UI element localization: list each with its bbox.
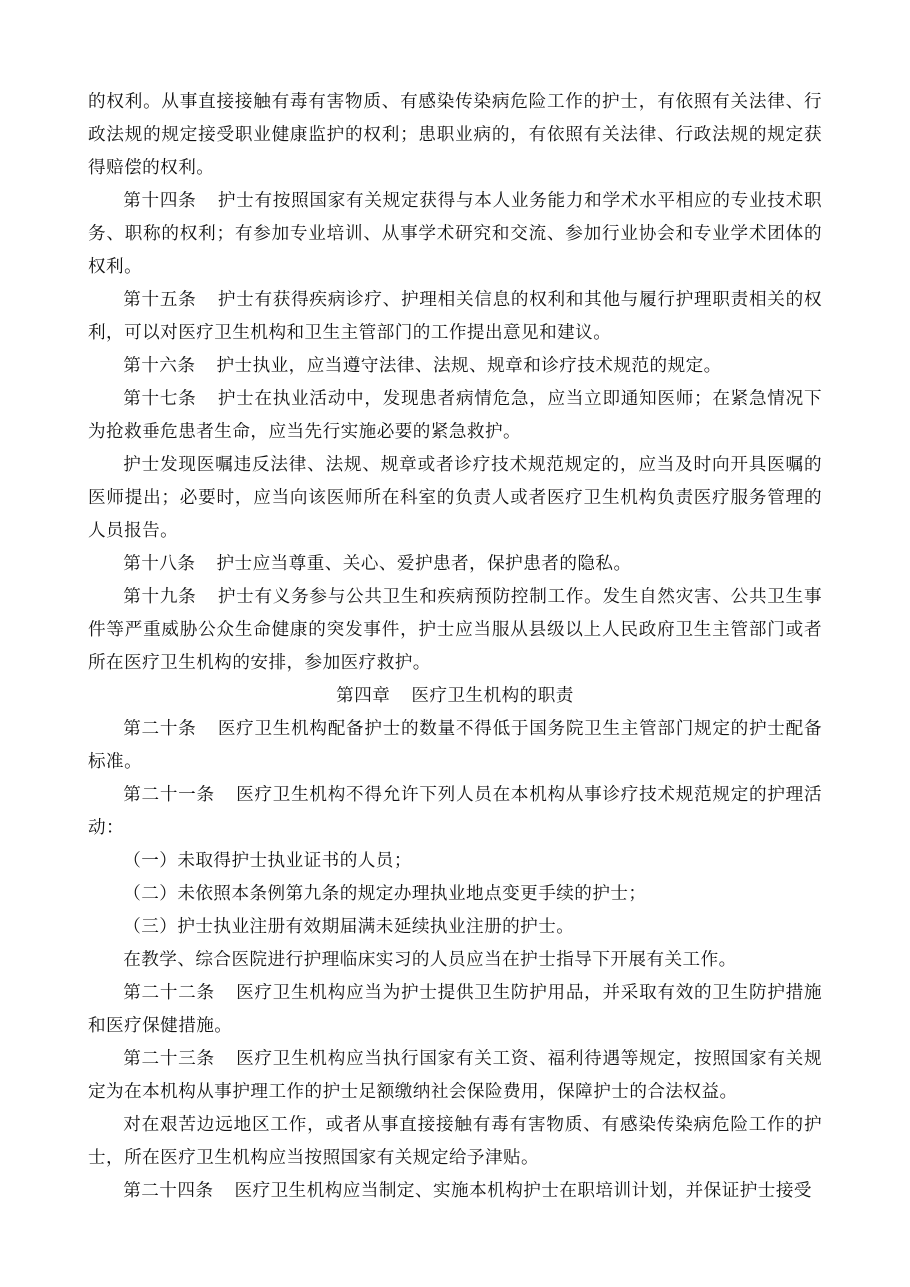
article-21: [88, 779, 822, 845]
article-number: 第十六条: [123, 356, 196, 376]
article-text: 护士执业，应当遵守法律、法规、规章和诊疗技术规范的规定。: [216, 356, 722, 376]
list-item-2: （二）未依照本条例第九条的规定办理执业地点变更手续的护士；: [123, 884, 647, 904]
article-21-paragraph-2: 在教学、综合医院进行护理临床实习的人员应当在护士指导下开展有关工作。: [123, 950, 737, 970]
article-text: 医疗卫生机构不得允许下列人员在本机构从事诊疗技术规范规定的护理活动：: [88, 785, 822, 838]
article-18: [88, 548, 822, 581]
article-number: 第十五条: [123, 290, 197, 310]
list-item-3: （三）护士执业注册有效期届满未延续执业注册的护士。: [123, 917, 575, 937]
article-number: 第二十条: [123, 719, 197, 739]
chapter-heading: [88, 680, 822, 713]
article-text: 护士有义务参与公共卫生和疾病预防控制工作。发生自然灾害、公共卫生事件等严重威胁公众生命健康的突发事件，护士应当服从县级以上人民政府卫生主管部门或者所在医疗卫生机构的安排，参加医疗救护。: [88, 587, 822, 673]
article-15: [88, 284, 822, 350]
article-20: [88, 713, 822, 779]
article-number: 第十七条: [123, 389, 197, 409]
article-23: [88, 1043, 822, 1109]
article-number: 第十八条: [123, 554, 196, 574]
article-16: [88, 350, 822, 383]
article-14: [88, 185, 822, 284]
article-23-paragraph-2: 对在艰苦边远地区工作，或者从事直接接触有毒有害物质、有感染传染病危险工作的护士，所在医疗卫生机构应当按照国家有关规定给予津贴。: [88, 1115, 822, 1168]
article-text: 护士有按照国家有关规定获得与本人业务能力和学术水平相应的专业技术职务、职称的权利；有参加专业培训、从事学术研究和交流、参加行业协会和专业学术团体的权利。: [88, 191, 822, 277]
article-24: [88, 1175, 822, 1208]
article-text: 护士有获得疾病诊疗、护理相关信息的权利和其他与履行护理职责相关的权利，可以对医疗卫生机构和卫生主管部门的工作提出意见和建议。: [88, 290, 822, 343]
paragraph-continuation: 的权利。从事直接接触有毒有害物质、有感染传染病危险工作的护士，有依照有关法律、行政法规的规定接受职业健康监护的权利；患职业病的，有依照有关法律、行政法规的规定获得赔偿的权利。: [88, 92, 822, 178]
article-number: 第十四条: [123, 191, 197, 211]
article-19: [88, 581, 822, 680]
article-text: 医疗卫生机构应当执行国家有关工资、福利待遇等规定，按照国家有关规定为在本机构从事护理工作的护士足额缴纳社会保险费用，保障护士的合法权益。: [88, 1049, 822, 1102]
article-text: 医疗卫生机构应当为护士提供卫生防护用品，并采取有效的卫生防护措施和医疗保健措施。: [88, 983, 822, 1036]
article-number: 第二十三条: [123, 1049, 215, 1069]
article-text: 护士应当尊重、关心、爱护患者，保护患者的隐私。: [216, 554, 632, 574]
article-number: 第二十一条: [123, 785, 215, 805]
document-page: [88, 86, 822, 1208]
article-22: [88, 977, 822, 1043]
article-number: 第十九条: [123, 587, 197, 607]
chapter-title: 医疗卫生机构的职责: [411, 686, 574, 706]
chapter-number: 第四章: [336, 686, 391, 706]
article-17-paragraph-2: 护士发现医嘱违反法律、法规、规章或者诊疗技术规范规定的，应当及时向开具医嘱的医师提出；必要时，应当向该医师所在科室的负责人或者医疗卫生机构负责医疗服务管理的人员报告。: [88, 455, 822, 541]
article-text: 医疗卫生机构配备护士的数量不得低于国务院卫生主管部门规定的护士配备标准。: [88, 719, 822, 772]
article-number: 第二十四条: [123, 1181, 214, 1201]
article-number: 第二十二条: [123, 983, 215, 1003]
article-text: 护士在执业活动中，发现患者病情危急，应当立即通知医师；在紧急情况下为抢救垂危患者生命，应当先行实施必要的紧急救护。: [88, 389, 822, 442]
article-text: 医疗卫生机构应当制定、实施本机构护士在职培训计划，并保证护士接受: [234, 1181, 812, 1201]
article-17: [88, 383, 822, 449]
list-item-1: （一）未取得护士执业证书的人员；: [123, 851, 412, 871]
